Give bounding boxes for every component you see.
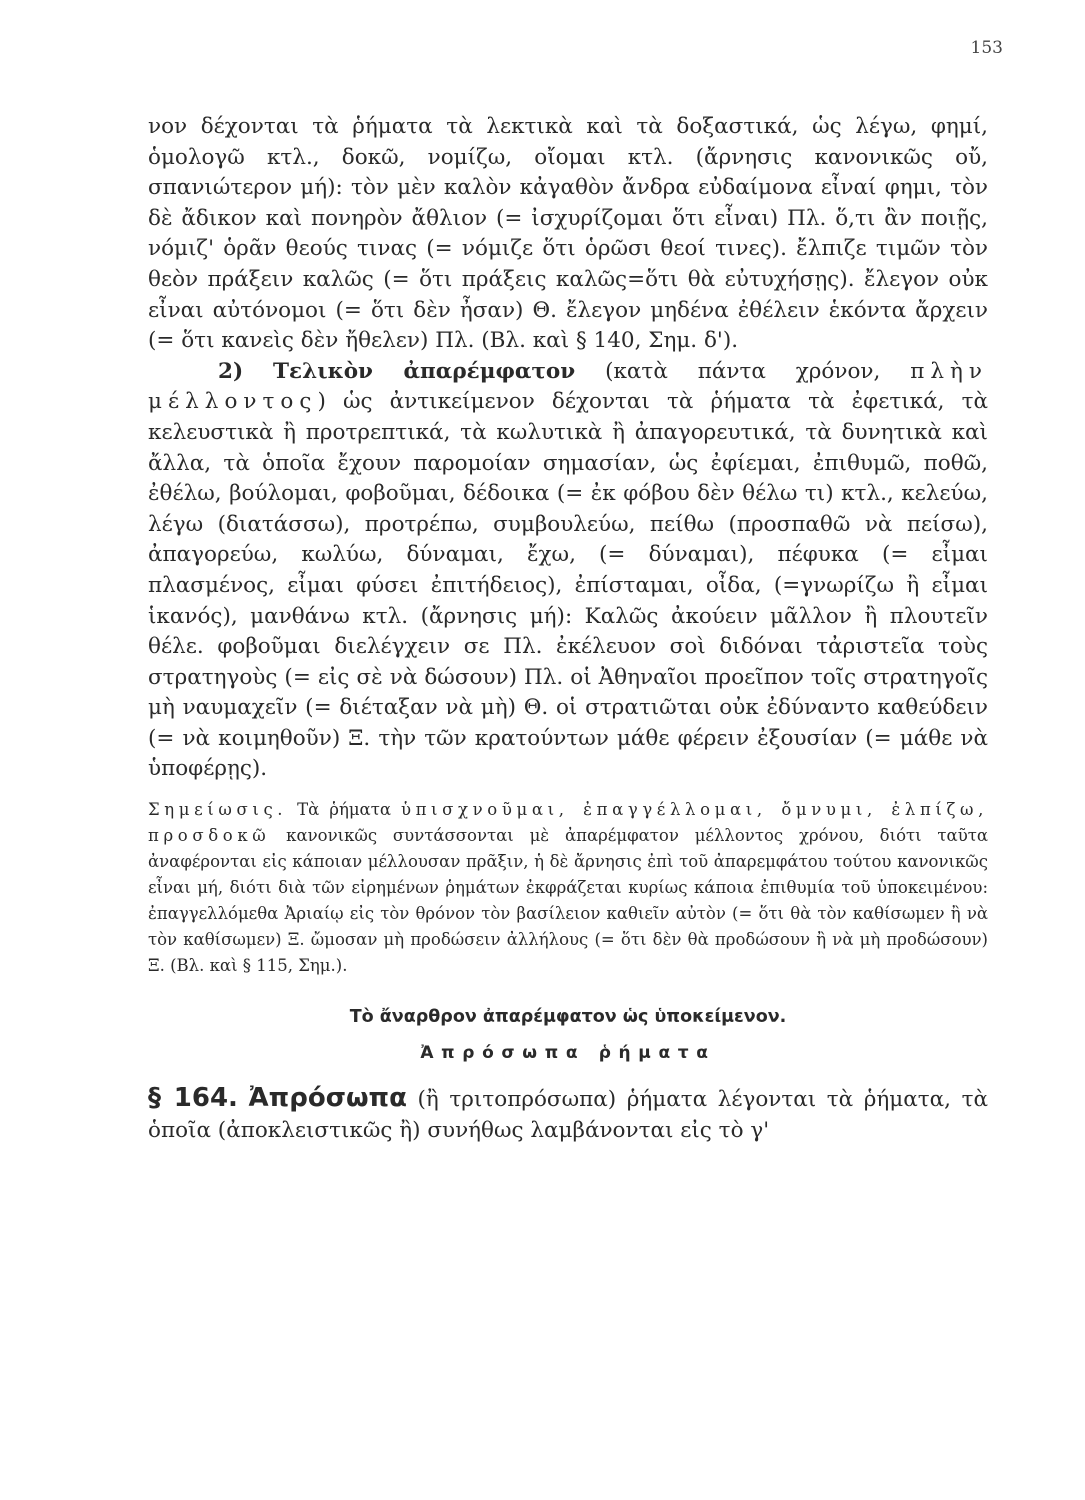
note-label: Σημείωσις. — [148, 800, 288, 820]
paragraph-2-number: 2) — [218, 358, 244, 384]
section-164-text: (ἢ τριτοπρόσωπα) ῥήματα λέγονται τὰ ῥήματα, τὰ ὁποῖα (ἀποκλειστικῶς ἢ) συνήθως λαμβάνονται εἰς τὸ γ' — [148, 1087, 988, 1143]
note — [148, 797, 988, 979]
paragraph-2-open: (κατὰ πάντα χρόνον, — [605, 358, 881, 384]
note-rest: κανονικῶς συντάσσονται μὲ ἀπαρέμφατον μέλλοντος χρόνου, διότι ταῦτα ἀναφέρονται εἰς κάποιαν μέλλουσαν πρᾶξιν, ἡ δὲ ἄρνησις ἐπὶ τοῦ ἀπαρεμφάτου τούτου κανονικῶς εἶναι μή, διότι διὰ τῶν εἰρημένων ῥημάτων ἐκφράζεται κυρίως κάποια ἐπιθυμία τοῦ ὑποκειμένου: ἐπαγγελλόμεθα Ἀριαίῳ εἰς τὸν θρόνον τὸν βασίλειον καθιεῖν αὐτὸν (= ὅτι θὰ τὸν καθίσωμεν ἢ νὰ τὸν καθίσωμεν) Ξ. ὤμοσαν μὴ προδώσειν ἀλλήλους (= ὅτι δὲν θὰ προδώσουν ἢ νὰ μὴ προδώσουν) Ξ. (Βλ. καὶ § 115, Σημ.). — [148, 826, 988, 976]
note-verbs: ὑπισχνοῦμαι, ἐπαγγέλλομαι, ὄμνυμι, ἐλπίζω, προσδοκῶ — [148, 800, 988, 846]
page-body — [148, 112, 988, 1146]
paragraph-2-rest: ) ὡς ἀντικείμενον δέχονται τὰ ῥήματα τὰ ἐφετικά, τὰ κελευστικὰ ἢ προτρεπτικά, τὰ κωλυτικὰ ἢ ἀπαγορευτικά, τὰ δυνητικὰ καὶ ἄλλα, τὰ ὁποῖα ἔχουν παρομοίαν σημασίαν, ὡς ἐφίεμαι, ἐπιθυμῶ, ποθῶ, ἐθέλω, βούλομαι, φοβοῦμαι, δέδοικα (= ἐκ φόβου δὲν θέλω τι) κτλ., κελεύω, λέγω (διατάσσω), προτρέπω, συμβουλεύω, πείθω (προσπαθῶ νὰ πείσω), ἀπαγορεύω, κωλύω, δύναμαι, ἔχω, (= δύναμαι), πέφυκα (= εἶμαι πλασμένος, εἶμαι φύσει ἐπιτήδειος), ἐπίσταμαι, οἶδα, (=γνωρίζω ἢ εἶμαι ἱκανός), μανθάνω κτλ. (ἄρνησις μή): Καλῶς ἀκούειν μᾶλλον ἢ πλουτεῖν θέλε. φοβοῦμαι διελέγχειν σε Πλ. ἐκέλευον σοὶ διδόναι τἀριστεῖα τοὺς στρατηγοὺς (= εἰς σὲ νὰ δώσουν) Πλ. οἱ Ἀθηναῖοι προεῖπον τοῖς στρατηγοῖς μὴ ναυμαχεῖν (= διέταξαν νὰ μὴ) Θ. οἱ στρατιῶται οὐκ ἐδύναντο καθεύδειν (= νὰ κοιμηθοῦν) Ξ. τὴν τῶν κρατούντων μάθε φέρειν ἐξουσίαν (= μάθε νὰ ὑποφέρῃς). — [148, 389, 988, 782]
paragraph-1: νον δέχονται τὰ ῥήματα τὰ λεκτικὰ καὶ τὰ δοξαστικά, ὡς λέγω, φημί, ὁμολογῶ κτλ., δοκῶ, νομίζω, οἴομαι κτλ. (ἄρνησις κανονικῶς οὔ, σπανιώτερον μή): τὸν μὲν καλὸν κἀγαθὸν ἄνδρα εὐδαίμονα εἶναί φημι, τὸν δὲ ἄδικον καὶ πονηρὸν ἄθλιον (= ἰσχυρίζομαι ὅτι εἶναι) Πλ. ὅ,τι ἂν ποιῇς, νόμιζ' ὁρᾶν θεούς τινας (= νόμιζε ὅτι ὁρῶσι θεοί τινες). ἔλπιζε τιμῶν τὸν θεὸν πράξειν καλῶς (= ὅτι πράξεις καλῶς=ὅτι θὰ εὐτυχήσῃς). ἔλεγον οὐκ εἶναι αὐτόνομοι (= ὅτι δὲν ἦσαν) Θ. ἔλεγον μηδένα ἐθέλειν ἑκόντα ἄρχειν (= ὅτι κανεὶς δὲν ἤθελεν) Πλ. (Βλ. καὶ § 140, Σημ. δ'). — [148, 114, 988, 354]
paragraph-2 — [148, 357, 988, 785]
paragraph-2-spaced: πλὴν μέλλοντος — [148, 358, 988, 415]
section-subheading: Ἀπρόσωπα ῥήματα — [420, 1043, 716, 1064]
note-intro: Τὰ ῥήματα — [297, 800, 391, 820]
section-164 — [148, 1083, 988, 1146]
section-heading: Τὸ ἄναρθρον ἀπαρέμφατον ὡς ὑποκείμενον. — [349, 1007, 787, 1028]
page-number: 153 — [970, 38, 1003, 58]
section-164-title: Ἀπρόσωπα — [248, 1083, 407, 1114]
paragraph-2-title: Τελικὸν ἀπαρέμφατον — [273, 358, 576, 384]
section-164-number: § 164. — [148, 1083, 238, 1114]
